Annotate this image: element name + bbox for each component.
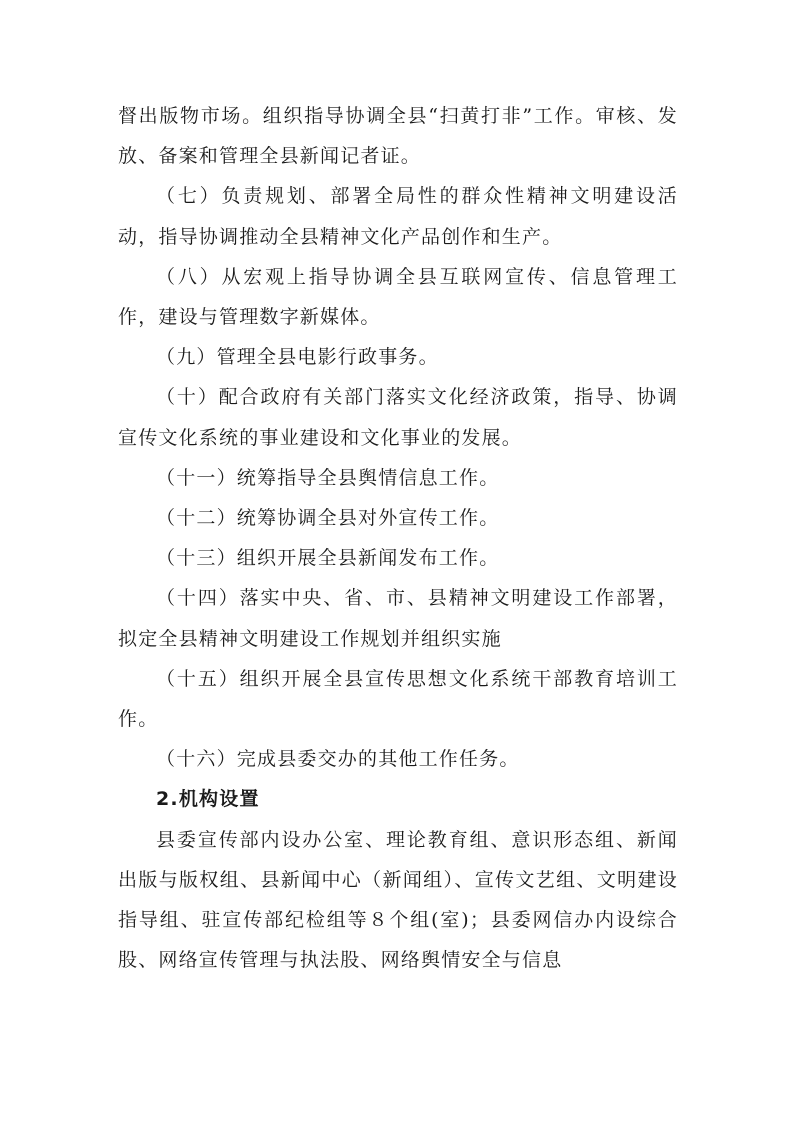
section-heading: 2.机构设置 [156, 788, 260, 811]
paragraph-item-11: （十一）统筹指导全县舆情信息工作。 [156, 466, 500, 489]
paragraph-item-15: （十五）组织开展全县宣传思想文化系统干部教育培训工作。 [118, 667, 678, 731]
paragraph-item-13: （十三）组织开展全县新闻发布工作。 [156, 547, 500, 570]
paragraph-item-14: （十四）落实中央、省、市、县精神文明建设工作部署，拟定全县精神文明建设工作规划并组织实施 [118, 587, 678, 650]
document-body [118, 96, 678, 980]
paragraph-org-structure: 县委宣传部内设办公室、理论教育组、意识形态组、新闻出版与版权组、县新闻中心（新闻组）、宣传文艺组、文明建设指导组、驻宣传部纪检组等８个组(室)；县委网信办内设综合股、网络宣传管理与执法股、网络舆情安全与信息 [118, 828, 678, 972]
paragraph-item-8: （八）从宏观上指导协调全县互联网宣传、信息管理工作，建设与管理数字新媒体。 [118, 265, 678, 329]
paragraph-continuation: 督出版物市场。组织指导协调全县“扫黄打非”工作。审核、发放、备案和管理全县新闻记者证。 [118, 105, 678, 168]
paragraph-item-16: （十六）完成县委交办的其他工作任务。 [156, 748, 520, 771]
paragraph-item-10: （十）配合政府有关部门落实文化经济政策，指导、协调宣传文化系统的事业建设和文化事业的发展。 [118, 386, 678, 449]
paragraph-item-9: （九）管理全县电影行政事务。 [156, 346, 439, 369]
paragraph-item-12: （十二）统筹协调全县对外宣传工作。 [156, 507, 500, 530]
paragraph-item-7: （七）负责规划、部署全局性的群众性精神文明建设活动，指导协调推动全县精神文化产品创作和生产。 [118, 185, 678, 248]
